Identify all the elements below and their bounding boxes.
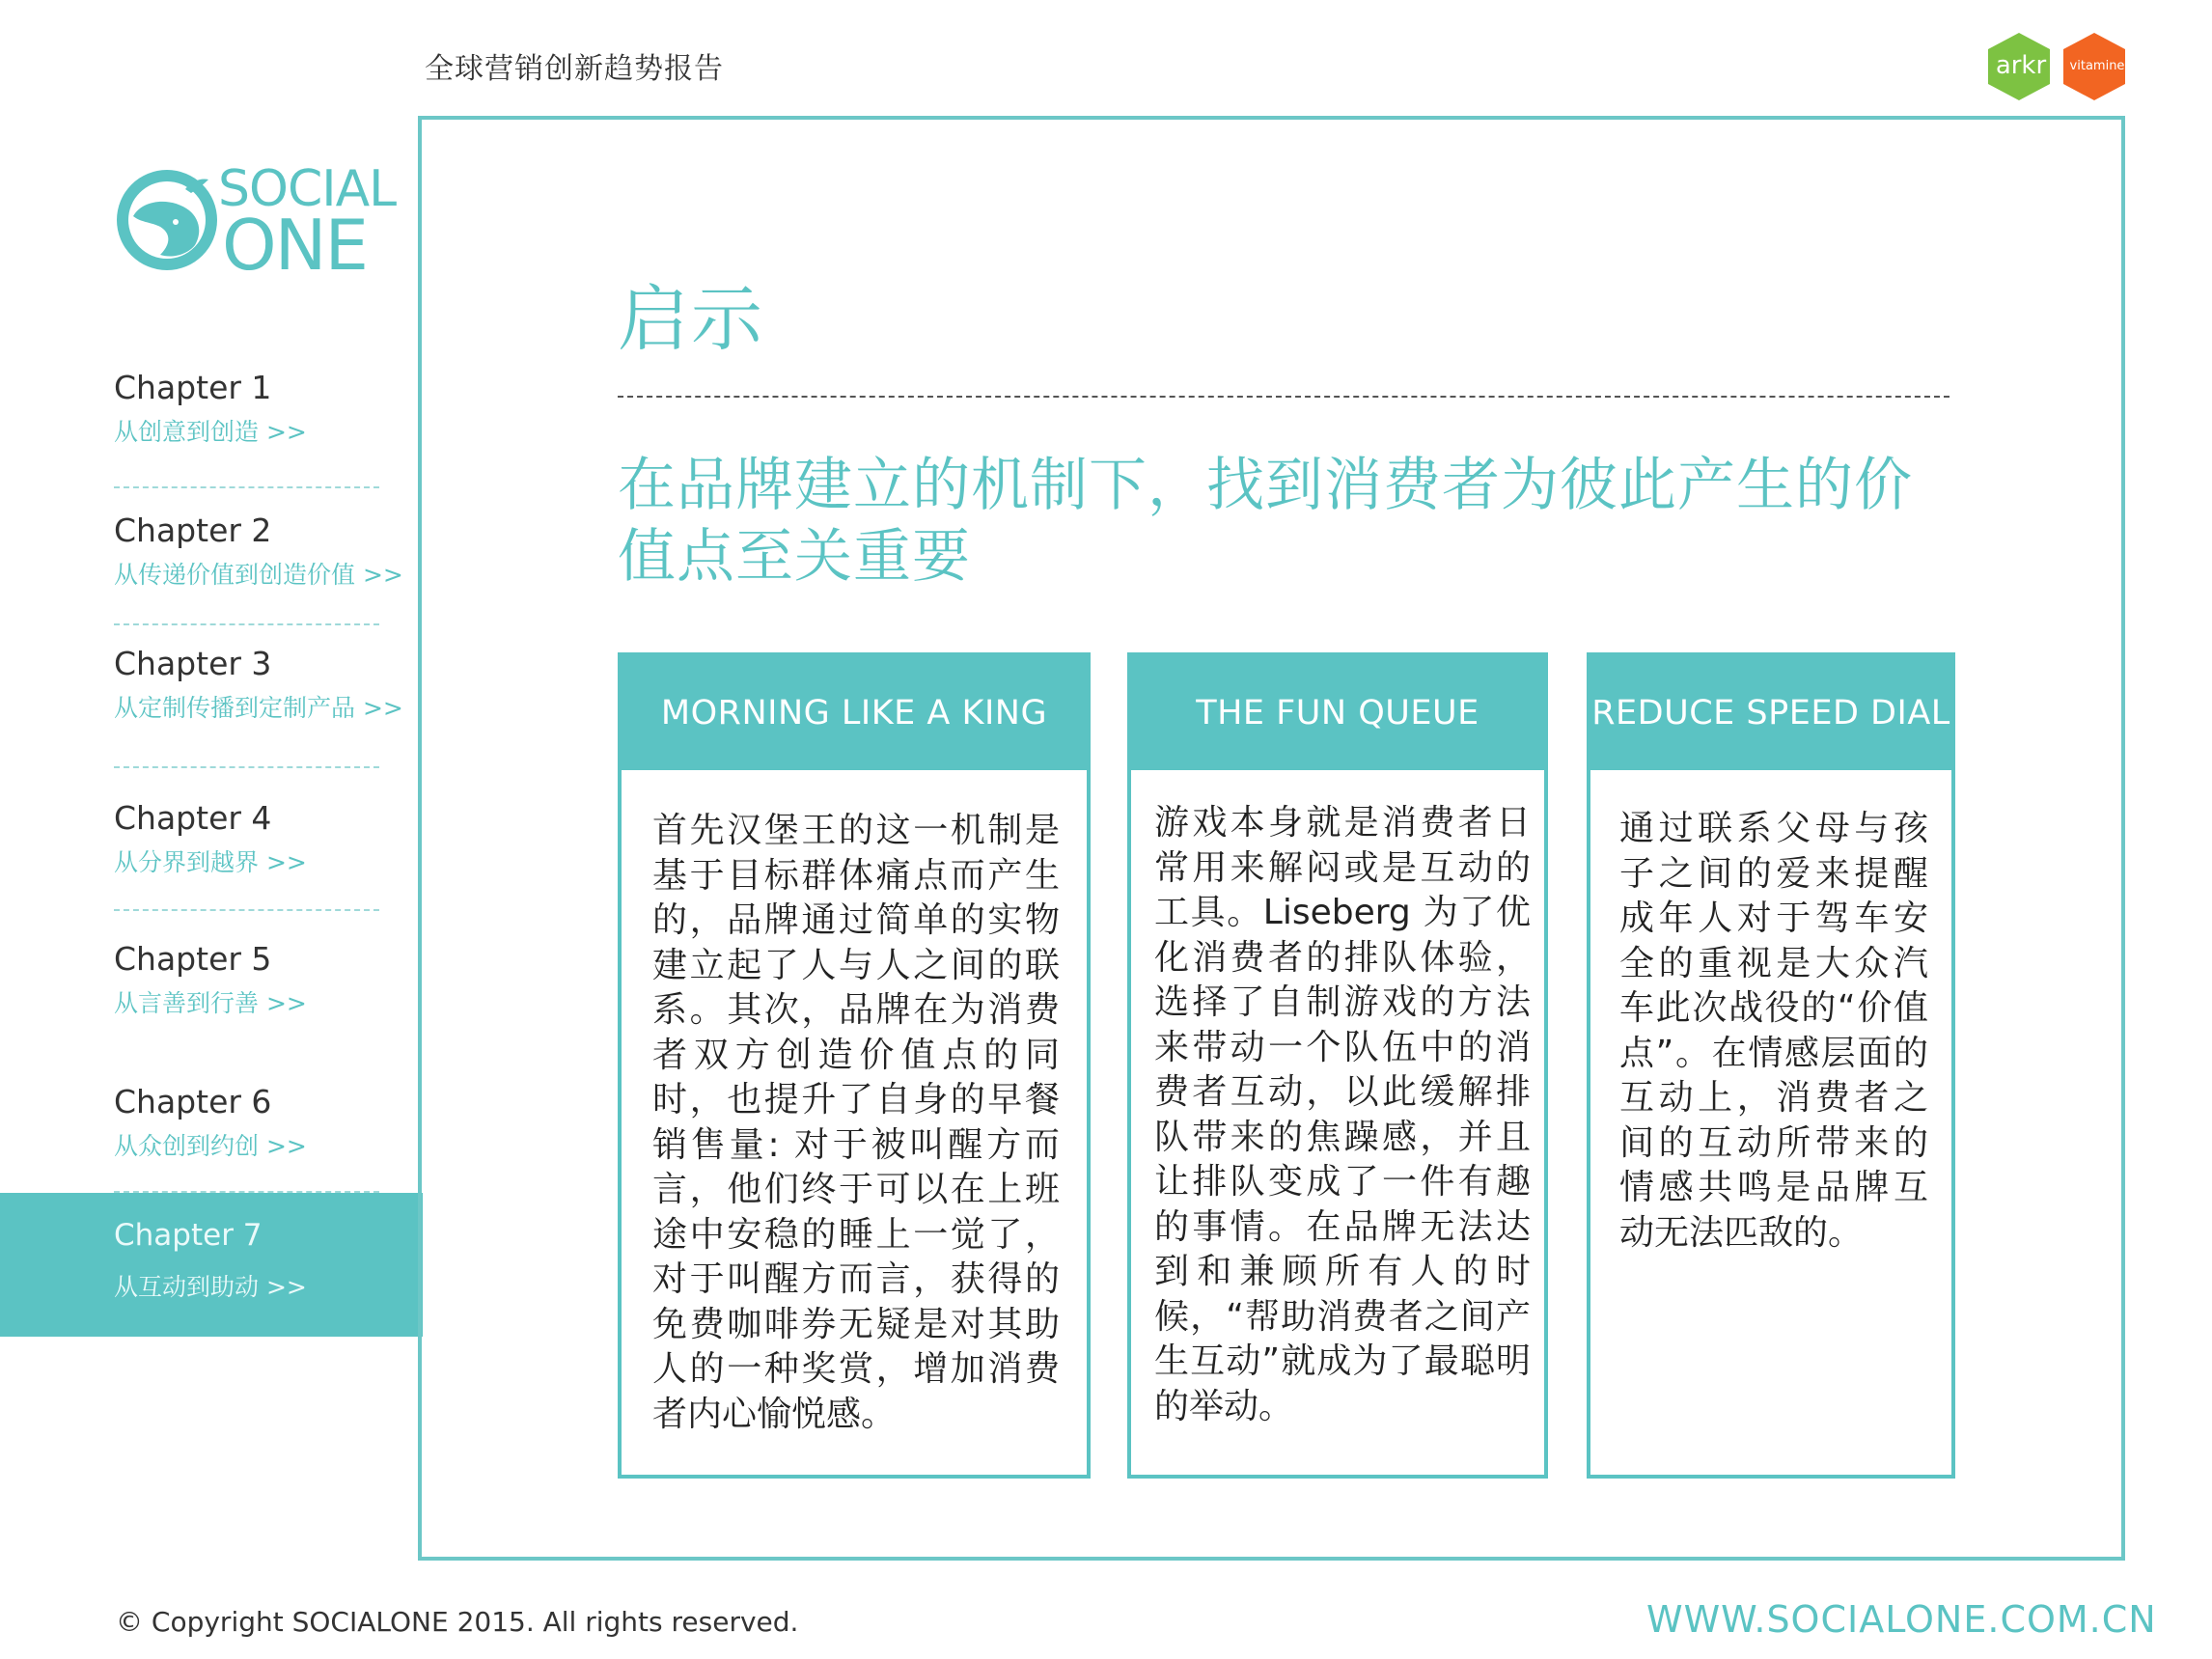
chapter-title: Chapter 4 — [114, 799, 272, 837]
chapter-subtitle[interactable]: 从言善到行善 >> — [114, 989, 307, 1017]
copyright-text: © Copyright SOCIALONE 2015. All rights reserved. — [116, 1606, 799, 1638]
chapter-divider — [114, 909, 379, 911]
card-title: MORNING LIKE A KING — [622, 656, 1087, 770]
report-title: 全球营销创新趋势报告 — [425, 52, 724, 86]
socialone-logo — [114, 154, 397, 286]
case-card-reduce-speed-dial — [1587, 652, 1955, 1479]
case-card-morning-like-a-king — [618, 652, 1091, 1479]
sidebar-item-chapter-2[interactable] — [114, 512, 403, 593]
sidebar-item-chapter-1[interactable] — [114, 369, 403, 450]
chapter-divider — [114, 623, 379, 625]
chapter-subtitle[interactable]: 从定制传播到定制产品 >> — [114, 694, 403, 722]
vitamine-badge: vitamine — [2069, 59, 2125, 73]
chapter-subtitle[interactable]: 从众创到约创 >> — [114, 1132, 307, 1160]
logo-text-one: ONE — [222, 205, 368, 286]
sidebar-item-chapter-7-active[interactable] — [0, 1193, 423, 1337]
card-body: 通过联系父母与孩子之间的爱来提醒成年人对于驾车安全的重视是大众汽车此次战役的“价值点”。在情感层面的互动上，消费者之间的互动所带来的情感共鸣是品牌互动无法匹敌的。 — [1619, 809, 1928, 1253]
chapter-title: Chapter 6 — [114, 1083, 272, 1120]
chapter-title: Chapter 3 — [114, 645, 272, 682]
chapter-subtitle[interactable]: 从创意到创造 >> — [114, 418, 307, 446]
case-card-the-fun-queue — [1127, 652, 1548, 1479]
page-subheading: 在品牌建立的机制下，找到消费者为彼此产生的价值点至关重要 — [618, 452, 1913, 591]
chapter-subtitle[interactable]: 从分界到越界 >> — [114, 848, 307, 876]
logo-text-social: SOCIAL — [218, 160, 397, 218]
chapter-title: Chapter 1 — [114, 369, 272, 406]
page-heading: 启示 — [618, 278, 764, 361]
sidebar-item-chapter-4[interactable] — [114, 799, 403, 880]
arkr-badge: arkr — [1995, 51, 2047, 80]
chapter-divider — [114, 486, 379, 488]
chapter-title: Chapter 2 — [114, 512, 272, 549]
card-body: 首先汉堡王的这一机制是基于目标群体痛点而产生的，品牌通过简单的实物建立起了人与人之间的联系。其次，品牌在为消费者双方创造价值点的同时，也提升了自身的早餐销售量: 对于被叫醒方而言，他们终于可以在上班途中安稳的睡上一觉了，对于叫醒方而言，获得的免费咖啡券无疑是对其助人的一种奖赏，增加消费者内心愉悦感。 — [652, 811, 1060, 1434]
heading-divider — [618, 396, 1949, 398]
partner-badges — [1986, 31, 2131, 102]
card-title: THE FUN QUEUE — [1131, 656, 1544, 770]
card-body: 游戏本身就是消费者日常用来解闷或是互动的工具。Liseberg 为了优化消费者的排队体验，选择了自制游戏的方法来带动一个队伍中的消费者互动，以此缓解排队带来的焦躁感，并且让排队变成了一件有趣的事情。在品牌无法达到和兼顾所有人的时候，“帮助消费者之间产生互动”就成为了最聪明的举动。 — [1154, 803, 1531, 1426]
card-title: REDUCE SPEED DIAL — [1590, 656, 1951, 770]
sidebar-item-chapter-6[interactable] — [114, 1083, 403, 1164]
chapter-title: Chapter 7 — [114, 1218, 263, 1253]
chapter-title: Chapter 5 — [114, 940, 272, 978]
chapter-subtitle[interactable]: 从互动到助动 >> — [114, 1273, 307, 1301]
sidebar-item-chapter-3[interactable] — [114, 645, 403, 726]
sidebar-item-chapter-5[interactable] — [114, 940, 403, 1021]
chapter-divider — [114, 766, 379, 768]
chapter-subtitle[interactable]: 从传递价值到创造价值 >> — [114, 561, 403, 589]
whale-logo-icon — [114, 160, 220, 276]
website-link[interactable]: WWW.SOCIALONE.COM.CN — [1646, 1598, 2157, 1641]
